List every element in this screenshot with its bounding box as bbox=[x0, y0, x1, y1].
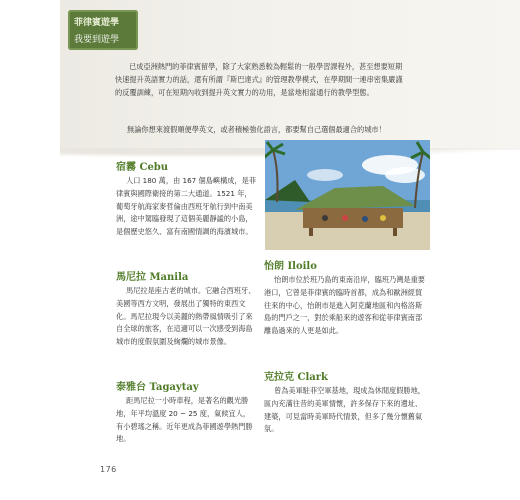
beach-photo bbox=[265, 140, 430, 250]
stamp-line2: 我要到遊學 bbox=[74, 35, 120, 45]
page-number: 176 bbox=[100, 465, 117, 474]
intro-paragraph: 已成亞洲熱門的菲律賓留學，除了大家熟悉較為輕鬆的一般學習課程外，甚至想要短期快速提升英語實力的話，還有所謂『斯巴達式』的管理教學模式，在學期間一連串密集嚴謹的反覆訓練，可在短期內收到提升英文實力的功用，是當地相當通行的教學型態。 bbox=[115, 62, 403, 97]
section-clark-body: 曾為美軍駐菲空軍基地，現成為休閒度假勝地，區內充滿往昔的美軍情懷，許多保存下來的遺址、建築，可見當時美軍時代情景，但多了幾分懷舊氣氛。 bbox=[264, 386, 425, 434]
section-tagaytay bbox=[116, 378, 256, 446]
section-manila-body: 馬尼拉是座古老的城市。它融合西班牙、美國等西方文明，發展出了獨特的東西文化。馬尼拉現今以美麗的熱帶風情吸引了來自全球的旅客，在這適可以一次感受到海島城市的度假氛圍及絢爛的城市景像。 bbox=[116, 286, 256, 347]
section-iloilo-body: 怡朗市位於班乃島的東南沿岸，臨班乃灣是重要港口，它曾是菲律賓的臨時首都，成為和歐洲經貿往來的中心，怡朗市是進入阿克蘭地區和內格洛斯島的門戶之一，對於乘船來的遊客和從菲律賓南部離島過來的人更是如此。 bbox=[264, 275, 425, 336]
section-iloilo bbox=[264, 257, 429, 338]
intro-text bbox=[115, 60, 405, 99]
section-manila bbox=[116, 268, 256, 349]
section-cebu-body: 人口 180 萬，由 167 個島嶼構成，是菲律賓與國際衛接的第二大通道。1521 年，葡萄牙航海家麥哲倫由西班牙航行到中南美洲，途中駕臨發現了這個美麗靜謐的小島，是個歷史悠久、富有南國情調的海濱城市。 bbox=[116, 176, 257, 237]
header-stamp bbox=[68, 10, 138, 50]
section-clark-title: 克拉克 Clark bbox=[264, 372, 328, 383]
section-tagaytay-body: 距馬尼拉一小時車程，是著名的觀光勝地，年平均溫度 20 ~ 25 度，氣候宜人，有小碧瑤之稱。近年更成為菲國遊學熱門勝地。 bbox=[116, 396, 253, 444]
section-tagaytay-title: 泰雅台 Tagaytay bbox=[116, 382, 199, 393]
section-cebu-title: 宿霧 Cebu bbox=[116, 162, 169, 173]
intro-tagline: 無論你想來渡假順便學英文，或者積極強化語言，都要幫自己選個最適合的城市！ bbox=[127, 125, 386, 134]
section-iloilo-title: 怡朗 Iloilo bbox=[264, 261, 317, 272]
section-manila-title: 馬尼拉 Manila bbox=[116, 272, 189, 283]
stamp-line1: 菲律賓遊學 bbox=[74, 18, 120, 28]
section-clark bbox=[264, 368, 429, 436]
section-cebu bbox=[116, 158, 256, 239]
